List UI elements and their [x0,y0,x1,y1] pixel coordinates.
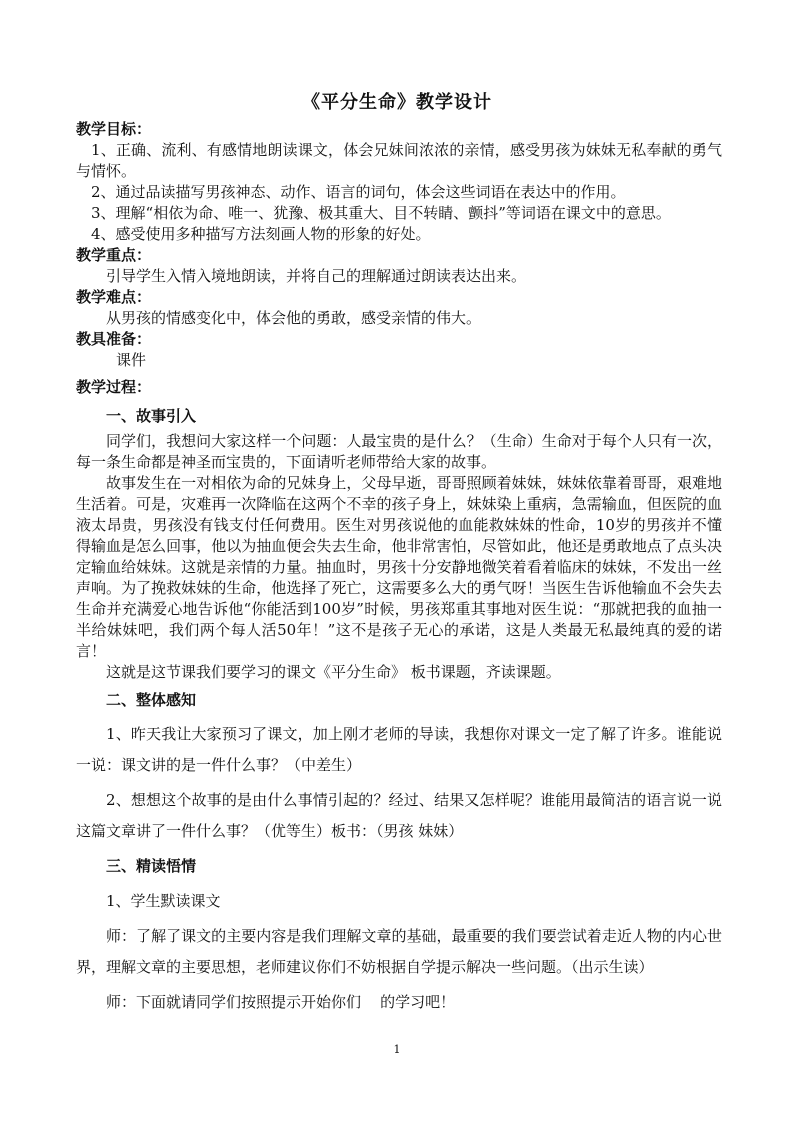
goal-item: 1、正确、流利、有感情地朗读课文，体会兄妹间浓浓的亲情，感受男孩为妹妹无私奉献的勇气与情怀。 [76,141,722,180]
document-title: 《平分生命》教学设计 [302,92,492,113]
document-body [76,118,722,1018]
key-point-heading: 教学重点： [76,246,152,264]
page-number: 1 [393,1043,401,1056]
process-heading: 教学过程： [76,378,152,396]
section-heading: 一、故事引入 [106,407,197,425]
section1-paragraph: 这就是这节课我们要学习的课文《平分生命》 板书课题，齐读课题。 [106,663,561,681]
section3-paragraph: 师：了解了课文的主要内容是我们理解文章的基础，最重要的我们要尝试着走近人物的内心世界，理解文章的主要思想，老师建议你们不妨根据自学提示解决一些问题。（出示生读） [76,927,722,976]
goal-item: 3、理解“相依为命、唯一、犹豫、极其重大、目不转睛、颤抖”等词语在课文中的意思。 [91,204,671,222]
goals-heading: 教学目标： [76,120,152,138]
section2-paragraph: 1、昨天我让大家预习了课文，加上刚才老师的导读，我想你对课文一定了解了许多。谁能说一说：课文讲的是一件什么事？（中差生） [76,725,722,774]
section3-paragraph: 师：下面就请同学们按照提示开始你们 的学习吧！ [106,993,456,1011]
section-heading: 二、整体感知 [106,691,197,709]
section-heading: 三、精读悟情 [106,857,197,875]
goal-item: 4、感受使用多种描写方法刻画人物的形象的好处。 [91,225,431,243]
tools-text: 课件 [116,351,147,369]
goal-item: 2、通过品读描写男孩神态、动作、语言的词句，体会这些词语在表达中的作用。 [91,183,626,201]
section1-paragraph: 同学们，我想问大家这样一个问题：人最宝贵的是什么？（生命）生命对于每个人只有一次，每一条生命都是神圣而宝贵的，下面请听老师带给大家的故事。 [76,432,722,471]
difficulty-text: 从男孩的情感变化中，体会他的勇敢，感受亲情的伟大。 [106,309,482,327]
difficulty-heading: 教学难点： [76,288,152,306]
section1-paragraph: 故事发生在一对相依为命的兄妹身上，父母早逝，哥哥照顾着妹妹，妹妹依靠着哥哥，艰难地生活着。可是，灾难再一次降临在这两个不幸的孩子身上，妹妹染上重病，急需输血，但医院的血液太昂贵，男孩没有钱支付任何费用。医生对男孩说他的血能救妹妹的性命，10岁的男孩并不懂得输血是怎么回事，他以为抽血便会失去生命，他非常害怕，尽管如此，他还是勇敢地点了点头决定输血给妹妹。这就是亲情的力量。抽血时，男孩十分安静地微笑着看着临床的妹妹，不发出一丝声响。为了挽救妹妹的生命，他选择了死亡，这需要多么大的勇气呀！当医生告诉他输血不会失去生命并充满爱心地告诉他“你能活到100岁”时候，男孩郑重其事地对医生说：“那就把我的血抽一半给妹妹吧，我们两个每人活50年！”这不是孩子无心的承诺，这是人类最无私最纯真的爱的诺言！ [76,474,722,660]
section3-paragraph: 1、学生默读课文 [106,892,221,910]
tools-heading: 教具准备： [76,330,152,348]
section2-paragraph: 2、想想这个故事的是由什么事情引起的？经过、结果又怎样呢？谁能用最简洁的语言说一说这篇文章讲了一件什么事？（优等生）板书：（男孩 妹妹） [76,791,722,840]
key-point-text: 引导学生入情入境地朗读，并将自己的理解通过朗读表达出来。 [106,267,527,285]
